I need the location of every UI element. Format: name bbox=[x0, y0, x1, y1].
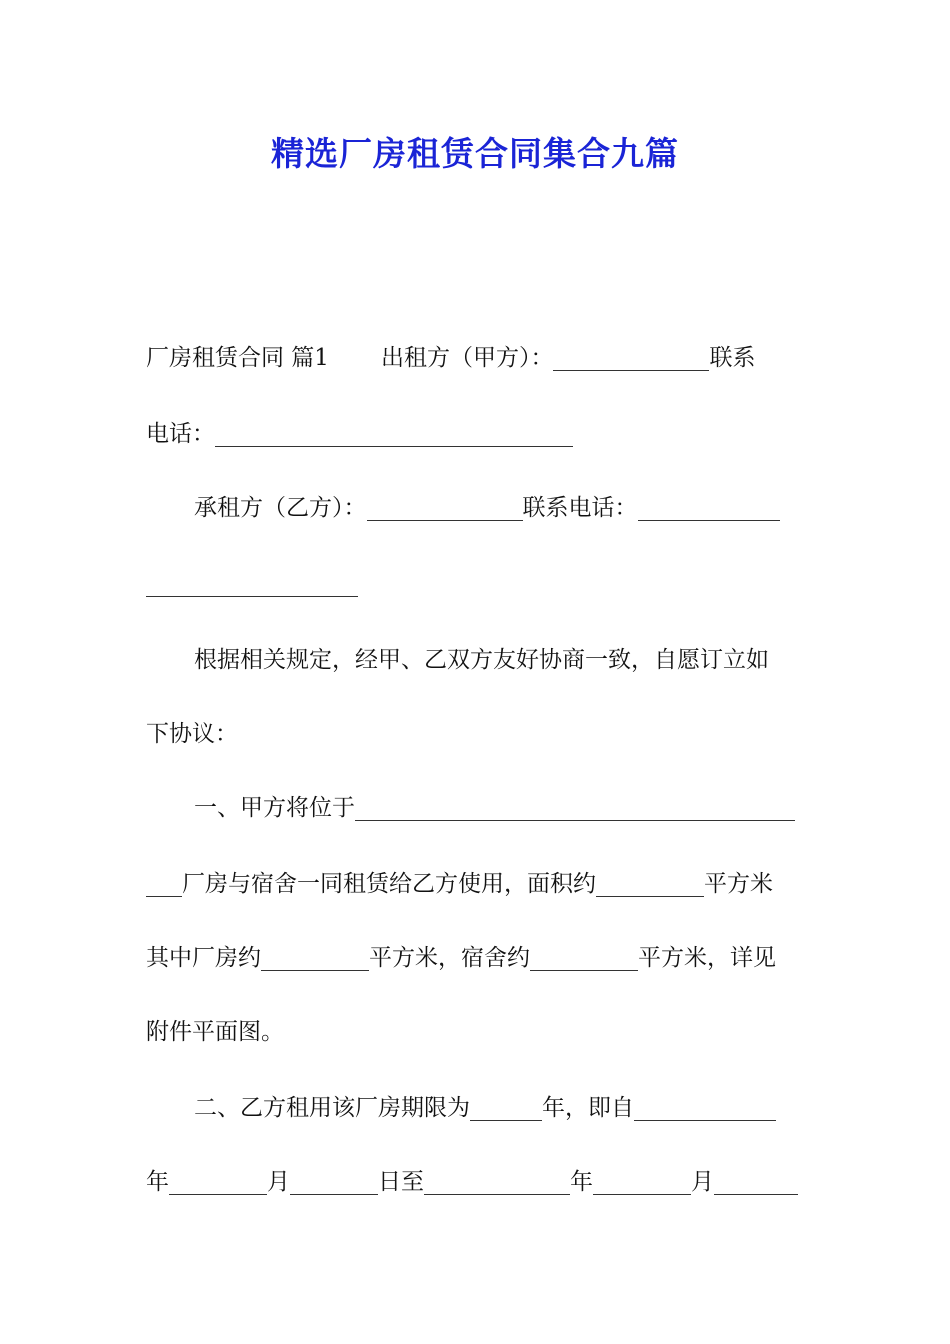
contract-line-8 bbox=[146, 866, 806, 902]
start-month-blank bbox=[169, 1168, 267, 1195]
phone-blank bbox=[215, 420, 573, 447]
lessee-phone-label: 联系电话： bbox=[522, 495, 638, 521]
contract-heading: 厂房租赁合同 篇1 bbox=[146, 345, 329, 371]
term-years-label: 年，即自 bbox=[542, 1095, 634, 1121]
dorm-area-unit: 平方米，详见 bbox=[638, 945, 776, 971]
document-title: 精选厂房租赁合同集合九篇 bbox=[271, 134, 679, 173]
lessee-blank bbox=[367, 494, 523, 521]
lessor-blank bbox=[553, 344, 709, 371]
start-day-blank bbox=[290, 1168, 378, 1195]
day-to-label: 日至 bbox=[378, 1169, 424, 1195]
contract-line-6 bbox=[146, 716, 806, 752]
preamble-text-cont: 下协议： bbox=[146, 721, 238, 747]
month-label-1: 月 bbox=[267, 1169, 290, 1195]
contract-line-4 bbox=[146, 566, 806, 602]
area-blank bbox=[596, 870, 704, 897]
contract-line-9 bbox=[146, 940, 806, 976]
lessor-label: 出租方（甲方）： bbox=[380, 345, 554, 371]
contract-line-11 bbox=[194, 1090, 806, 1126]
month-label-2: 月 bbox=[691, 1169, 714, 1195]
end-month-blank bbox=[593, 1168, 691, 1195]
preamble-text: 根据相关规定，经甲、乙双方友好协商一致，自愿订立如 bbox=[194, 647, 769, 673]
contract-line-5 bbox=[194, 642, 806, 678]
term-years-blank bbox=[470, 1094, 542, 1121]
year-label-1: 年 bbox=[146, 1169, 169, 1195]
contract-line-7 bbox=[194, 790, 806, 826]
contract-line-3 bbox=[194, 490, 806, 526]
contract-line-1 bbox=[146, 340, 806, 376]
end-day-blank bbox=[714, 1168, 798, 1195]
factory-area-label: 其中厂房约 bbox=[146, 945, 261, 971]
year-label-2: 年 bbox=[570, 1169, 593, 1195]
end-year-blank bbox=[424, 1168, 570, 1195]
phone-label: 电话： bbox=[146, 421, 215, 447]
contract-line-2 bbox=[146, 416, 806, 452]
attachment-text: 附件平面图。 bbox=[146, 1019, 284, 1045]
lessee-phone-blank bbox=[638, 494, 780, 521]
contact-label: 联系 bbox=[709, 345, 756, 371]
contract-line-12 bbox=[146, 1164, 806, 1200]
lessee-label: 承租方（乙方）： bbox=[194, 495, 367, 521]
contract-line-10 bbox=[146, 1014, 806, 1050]
area-unit: 平方米 bbox=[704, 871, 773, 897]
clause-1-cont: 厂房与宿舍一同租赁给乙方使用，面积约 bbox=[182, 871, 596, 897]
lessee-phone-blank-cont bbox=[146, 570, 358, 597]
dorm-area-blank bbox=[530, 944, 638, 971]
clause-2-text: 二、乙方租用该厂房期限为 bbox=[194, 1095, 470, 1121]
start-year-blank bbox=[634, 1094, 776, 1121]
dorm-area-label: 平方米，宿舍约 bbox=[369, 945, 530, 971]
clause-1-text: 一、甲方将位于 bbox=[194, 795, 355, 821]
location-blank-cont bbox=[146, 870, 182, 897]
factory-area-blank bbox=[261, 944, 369, 971]
location-blank bbox=[355, 794, 795, 821]
